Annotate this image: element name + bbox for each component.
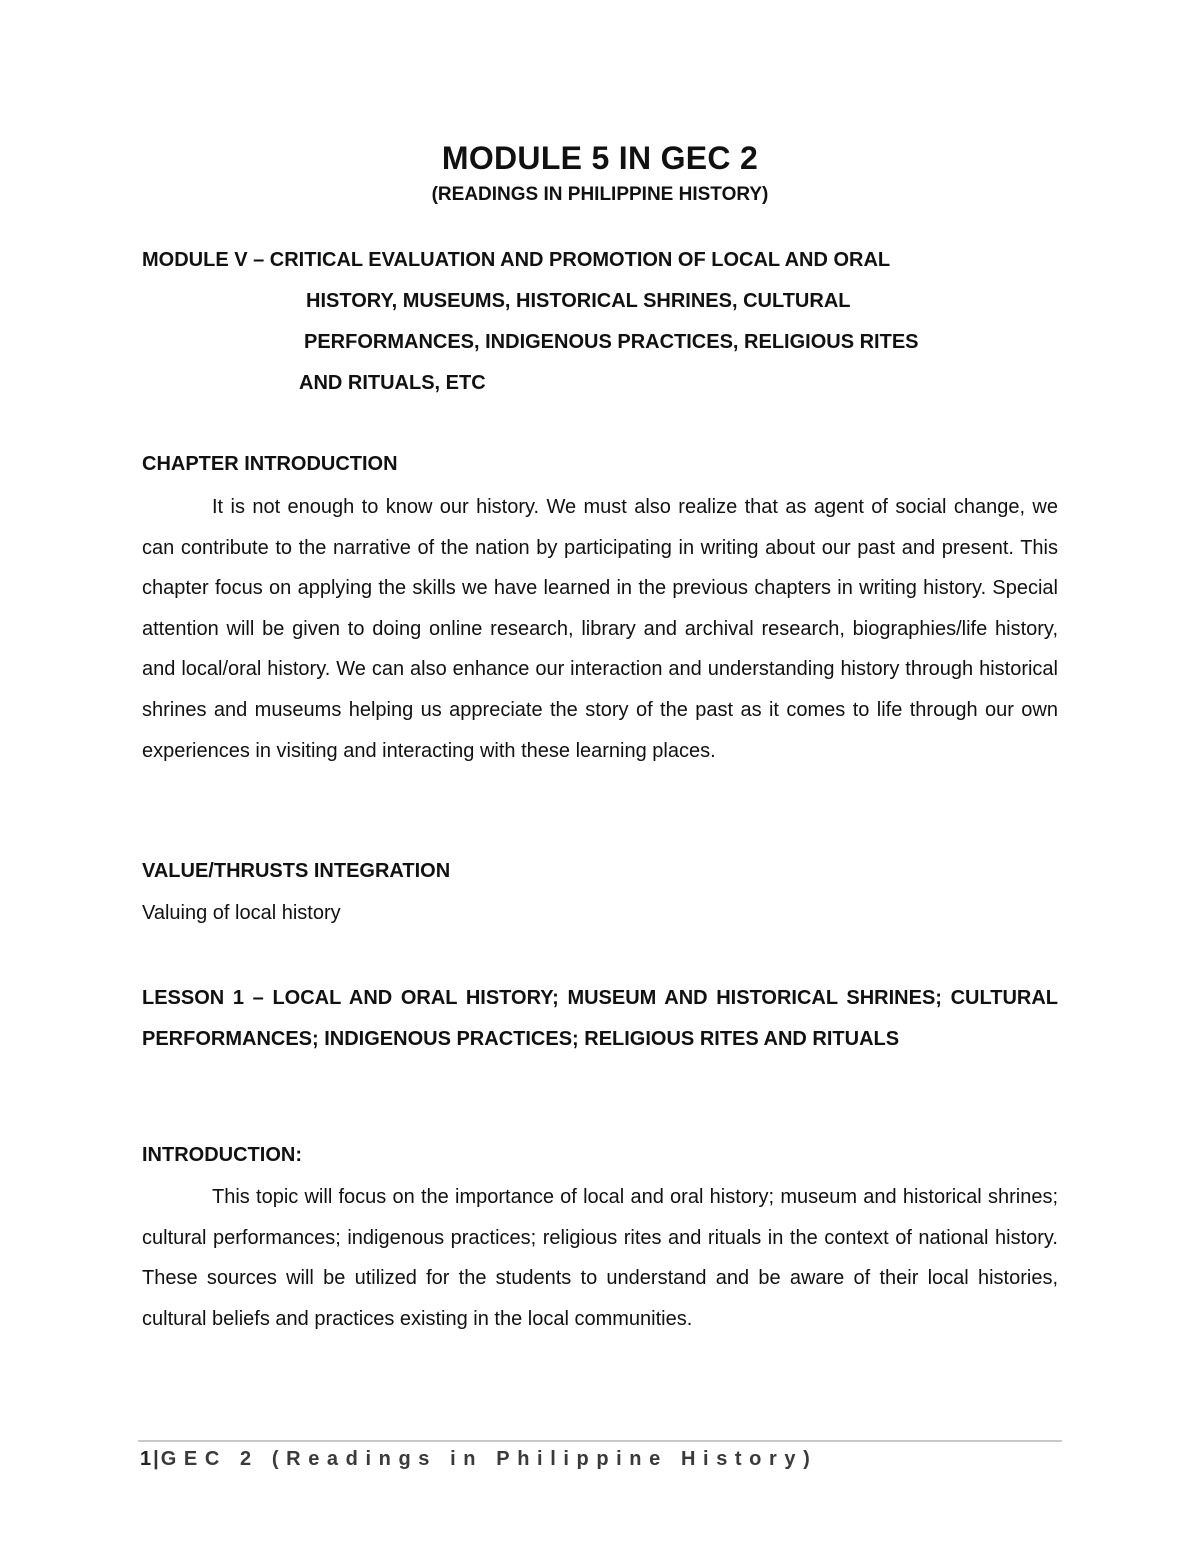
lesson-heading: LESSON 1 – LOCAL AND ORAL HISTORY; MUSEUM AND HISTORICAL SHRINES; CULTURAL PERFORMANCES; INDIGENOUS PRACTICES; RELIGIOUS RITES AND RITUALS: [142, 987, 1058, 1050]
module-heading-line-3: PERFORMANCES, INDIGENOUS PRACTICES, RELIGIOUS RITES: [304, 331, 919, 353]
chapter-introduction-heading: CHAPTER INTRODUCTION: [142, 453, 398, 475]
page-footer: [140, 1448, 817, 1471]
value-thrusts-heading: VALUE/THRUSTS INTEGRATION: [142, 860, 451, 882]
chapter-introduction-text: It is not enough to know our history. We must also realize that as agent of social change, we can contribute to the narrative of the nation by participating in writing about our past and present. This chapter focus on applying the skills we have learned in the previous chapters in writing history. Special attention will be given to doing online research, library and archival research, biographies/life history, and local/oral history. We can also enhance our interaction and understanding history through historical shrines and museums helping us appreciate the story of the past as it comes to life through our own experiences in visiting and interacting with these learning places.: [142, 496, 1058, 762]
chapter-introduction-paragraph: [142, 487, 1058, 771]
document-title: MODULE 5 IN GEC 2: [441, 140, 759, 176]
module-heading-line-1: MODULE V – CRITICAL EVALUATION AND PROMOTION OF LOCAL AND ORAL: [142, 249, 891, 271]
introduction-text: This topic will focus on the importance of local and oral history; museum and historical shrines; cultural performances; indigenous practices; religious rites and rituals in the context of national history. These sources will be utilized for the students to understand and be aware of their local histories, cultural beliefs and practices existing in the local communities.: [142, 1186, 1058, 1330]
introduction-paragraph: [142, 1177, 1058, 1339]
footer-separator: |: [153, 1448, 159, 1470]
footer-divider: [138, 1440, 1062, 1442]
module-heading-line-4: AND RITUALS, ETC: [299, 372, 486, 394]
module-heading-line-2: HISTORY, MUSEUMS, HISTORICAL SHRINES, CULTURAL: [306, 290, 851, 312]
document-subtitle: (READINGS IN PHILIPPINE HISTORY): [431, 184, 769, 205]
footer-text: GEC 2 (Readings in Philippine History): [160, 1448, 818, 1470]
page-number: 1: [140, 1448, 152, 1470]
value-thrusts-text: Valuing of local history: [142, 902, 341, 924]
introduction-heading: INTRODUCTION:: [142, 1144, 302, 1166]
